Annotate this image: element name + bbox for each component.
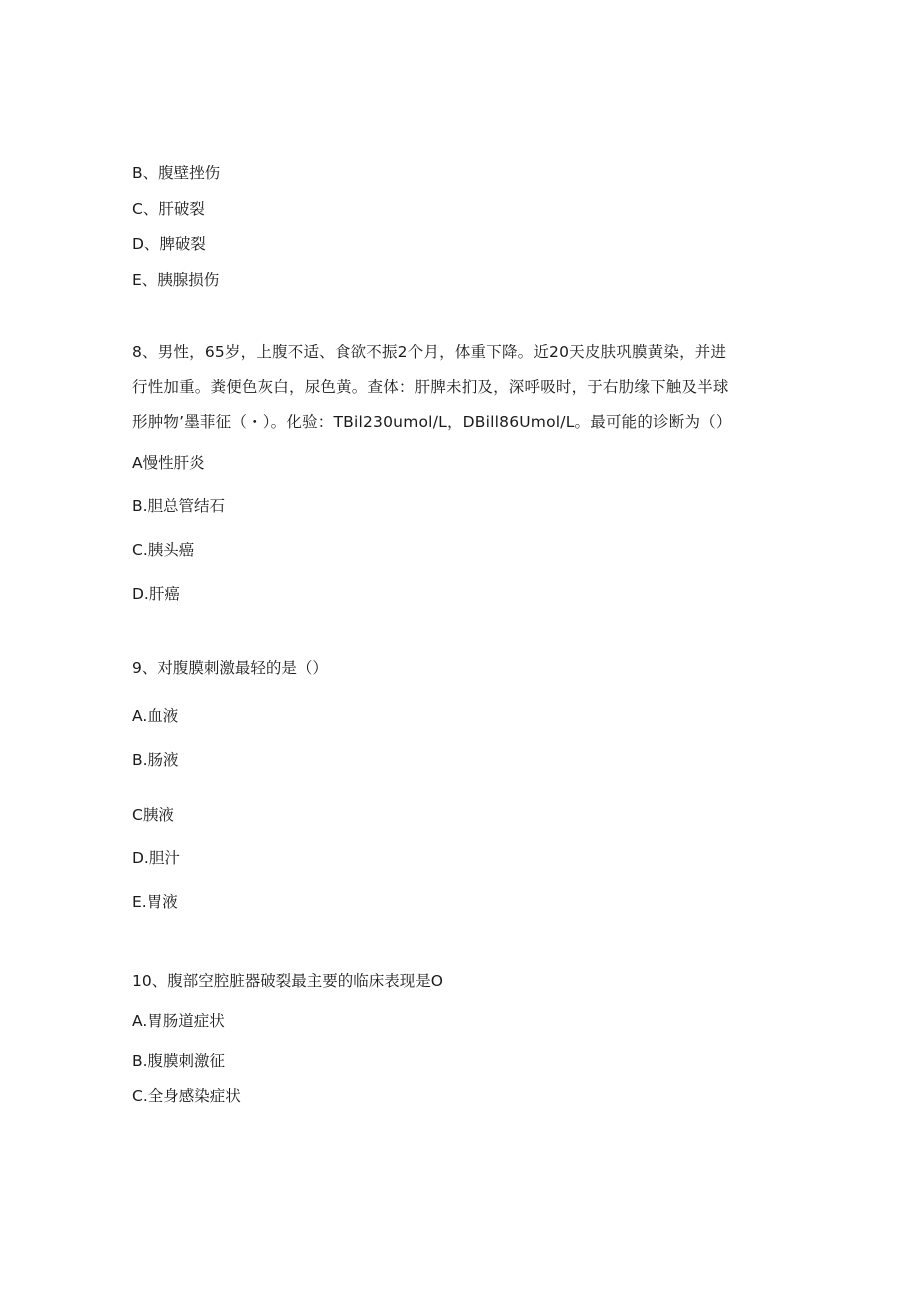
q10-option-c: C.全身感染症状: [132, 1087, 241, 1105]
q7-option-b: B、腹壁挫伤: [132, 164, 221, 182]
q8-option-d: D.肝癌: [132, 585, 180, 603]
q9-option-a: A.血液: [132, 707, 179, 725]
q9-option-b: B.肠液: [132, 751, 179, 769]
q8-question-line-3: 形肿物’墨菲征（・）。化验：TBil230umol∕L，DBill86Umol/L。最可能的诊断为（）: [132, 413, 732, 431]
q9-question: 9、对腹膜刺激最轻的是（）: [132, 659, 328, 677]
q9-option-c: C胰液: [132, 806, 174, 824]
q7-option-e: E、胰腺损伤: [132, 271, 220, 289]
q7-option-d: D、脾破裂: [132, 235, 206, 253]
q8-option-a: A慢性肝炎: [132, 454, 205, 472]
q7-option-c: C、肝破裂: [132, 200, 205, 218]
q9-option-e: E.胃液: [132, 893, 178, 911]
q10-question: 10、腹部空腔脏器破裂最主要的临床表现是O: [132, 972, 443, 990]
q9-option-d: D.胆汁: [132, 849, 180, 867]
q10-option-b: B.腹膜刺激征: [132, 1052, 226, 1070]
q8-option-b: B.胆总管结石: [132, 497, 226, 515]
q8-question-line-2: 行性加重。粪便色灰白，尿色黄。查体：肝脾未扪及，深呼吸时，于右肋缘下触及半球: [132, 378, 729, 396]
q8-option-c: C.胰头癌: [132, 541, 195, 559]
q8-question-line-1: 8、男性，65岁，上腹不适、食欲不振2个月，体重下降。近20天皮肤巩膜黄染，并进: [132, 343, 727, 361]
q10-option-a: A.胃肠道症状: [132, 1012, 225, 1030]
